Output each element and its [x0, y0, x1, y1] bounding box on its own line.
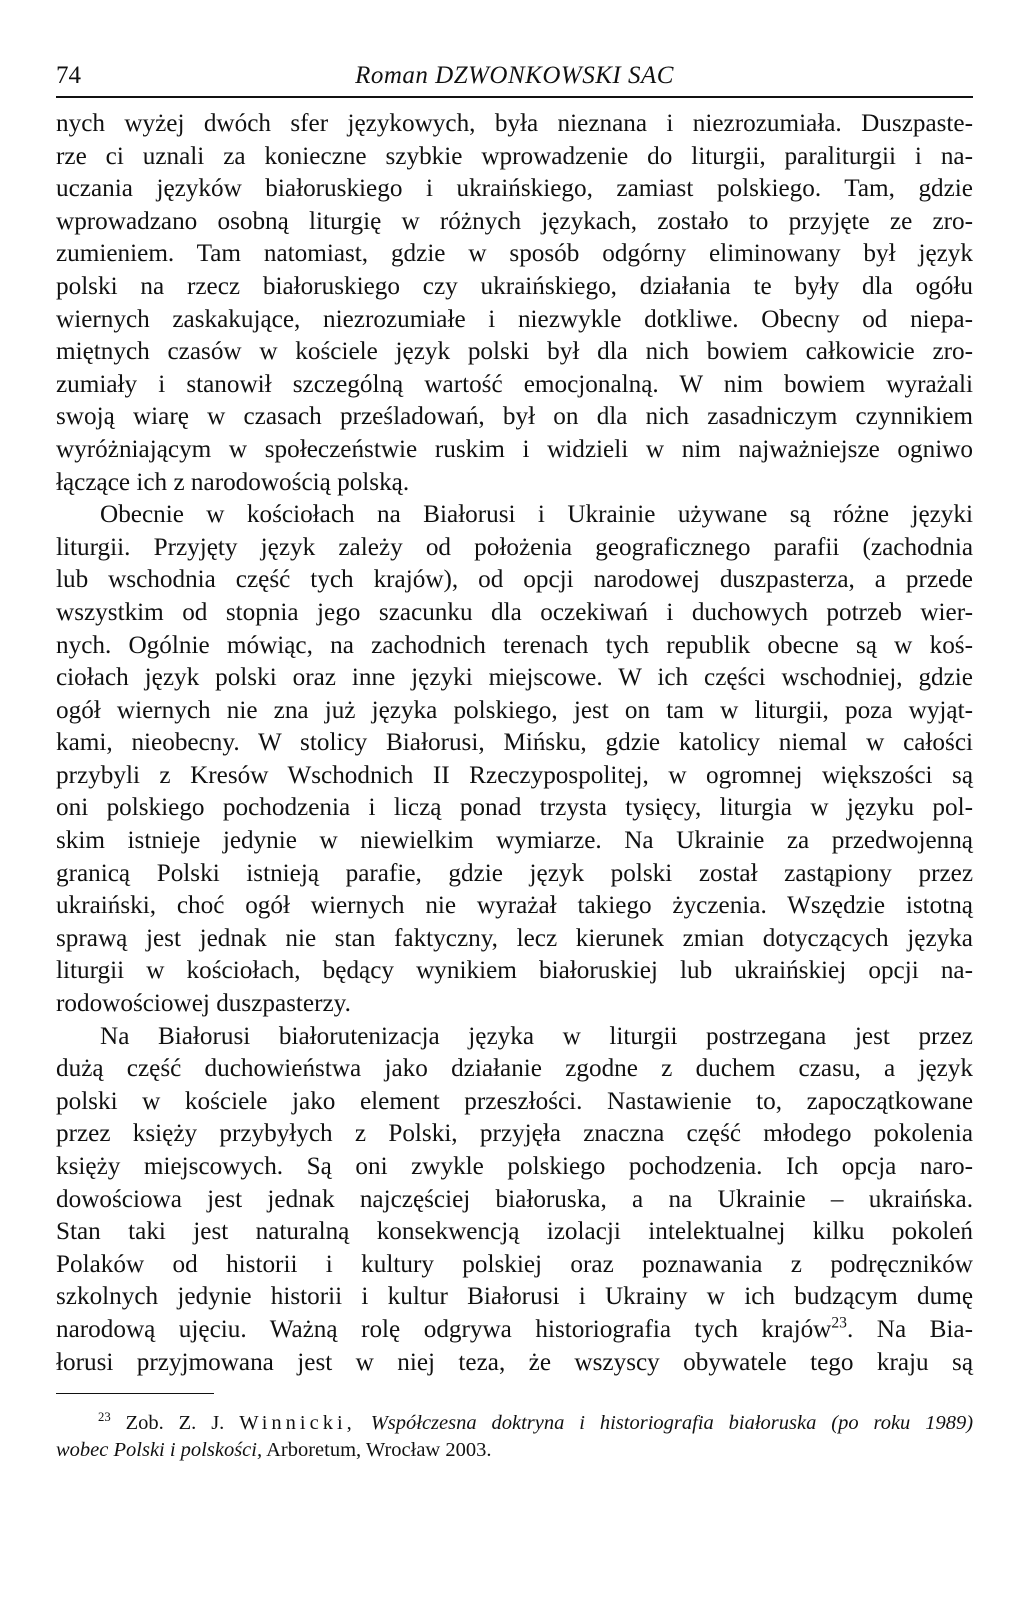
- text-line: uczania języków białoruskiego i ukraińskiego, zamiast polskiego. Tam, gdzie: [56, 175, 973, 203]
- text-line: szkolnych jedynie historii i kultur Białorusi i Ukrainy w ich budzącym dumę: [56, 1283, 973, 1311]
- text-line: dużą część duchowieństwa jako działanie zgodne z duchem czasu, a język: [56, 1055, 973, 1083]
- text-line: wiernych zaskakujące, niezrozumiałe i niezwykle dotkliwe. Obecny od niepa-: [56, 305, 973, 333]
- footnote-divider: [56, 1393, 214, 1394]
- text-line: swoją wiarę w czasach prześladowań, był on dla nich zasadniczym czynnikiem: [56, 403, 973, 431]
- running-title: Roman DZWONKOWSKI SAC: [355, 62, 674, 89]
- text-line: dowościowa jest jednak najczęściej białoruska, a na Ukrainie – ukraińska.: [56, 1185, 973, 1213]
- footnote-ref[interactable]: 23: [831, 1314, 847, 1332]
- text-line: ciołach język polski oraz inne języki miejscowe. W ich części wschodniej, gdzie: [56, 664, 973, 692]
- footnote-publisher: Arboretum, Wrocław 2003.: [262, 1439, 492, 1462]
- footnote-title: Współczesna doktryna i historiografia białoruska (po roku 1989): [370, 1412, 974, 1435]
- text-line: Polaków od historii i kultury polskiej oraz poznawania z podręczników: [56, 1250, 973, 1278]
- text-line: rodowościowej duszpasterzy.: [56, 990, 351, 1018]
- page-number: 74: [56, 62, 81, 89]
- text-line: nych wyżej dwóch sfer językowych, była nieznana i niezrozumiała. Duszpaste-: [56, 110, 973, 137]
- text-line: Stan taki jest naturalną konsekwencją izolacji intelektualnej kilku pokoleń: [56, 1218, 973, 1246]
- text-line: rze ci uznali za konieczne szybkie wprowadzenie do liturgii, paraliturgii i na-: [56, 142, 973, 170]
- text-line: przez księży przybyłych z Polski, przyjęła znaczna część młodego pokolenia: [56, 1120, 973, 1148]
- footnote-title-cont: wobec Polski i polskości,: [56, 1439, 263, 1462]
- text-line: przybyli z Kresów Wschodnich II Rzeczypospolitej, w ogromnej większości są: [56, 761, 973, 789]
- text-segment: . Na Bia-: [846, 1315, 973, 1343]
- text-line: łorusi przyjmowana jest w niej teza, że wszyscy obywatele tego kraju są: [56, 1348, 973, 1376]
- text-line: polski na rzecz białoruskiego czy ukraińskiego, działania te były dla ogółu: [56, 272, 973, 300]
- text-line: wprowadzano osobną liturgię w różnych językach, zostało to przyjęte ze zro-: [56, 207, 973, 235]
- footnote-line: [56, 1410, 973, 1437]
- paragraph-start-line: Na Białorusi białorutenizacja języka w liturgii postrzegana jest przez: [100, 1022, 973, 1050]
- text-line: sprawą jest jednak nie stan faktyczny, lecz kierunek zmian dotyczących języka: [56, 924, 973, 952]
- text-line: ogół wiernych nie zna już języka polskiego, jest on tam w liturgii, poza wyjąt-: [56, 696, 973, 724]
- text-line-with-footnote-ref: [56, 1314, 973, 1347]
- text-line: skim istnieje jedynie w niewielkim wymiarze. Na Ukrainie za przedwojenną: [56, 827, 973, 855]
- footnote: [56, 1410, 973, 1464]
- text-line: zumiały i stanowił szczególną wartość emocjonalną. W nim bowiem wyrażali: [56, 370, 973, 398]
- text-line: liturgii w kościołach, będący wynikiem białoruskiej lub ukraińskiej opcji na-: [56, 957, 973, 985]
- body-text: [56, 108, 973, 1379]
- text-line: nych. Ogólnie mówiąc, na zachodnich terenach tych republik obecne są w koś-: [56, 631, 973, 659]
- text-line: ukraiński, choć ogół wiernych nie wyrażał takiego życzenia. Wszędzie istotną: [56, 892, 973, 920]
- text-line: kami, nieobecny. W stolicy Białorusi, Mińsku, gdzie katolicy niemal w całości: [56, 729, 973, 757]
- text-line: wyróżniającym w społeczeństwie ruskim i widzieli w nim najważniejsze ogniwo: [56, 435, 973, 463]
- footnote-number: 23: [98, 1410, 111, 1425]
- text-line: zumieniem. Tam natomiast, gdzie w sposób odgórny eliminowany był język: [56, 240, 973, 268]
- running-head: [56, 60, 973, 98]
- text-line: lub wschodnia część tych krajów), od opcji narodowej duszpasterza, a przede: [56, 566, 973, 594]
- text-line: liturgii. Przyjęty język zależy od położenia geograficznego parafii (zachodnia: [56, 533, 973, 561]
- text-line: granicą Polski istnieją parafie, gdzie język polski został zastąpiony przez: [56, 859, 973, 887]
- footnote-line: [56, 1437, 973, 1464]
- text-line: oni polskiego pochodzenia i liczą ponad trzysta tysięcy, liturgia w języku pol-: [56, 794, 973, 822]
- footnote-author: Winnicki,: [239, 1412, 356, 1435]
- text-line: księży miejscowych. Są oni zwykle polskiego pochodzenia. Ich opcja naro-: [56, 1153, 973, 1180]
- text-line: miętnych czasów w kościele język polski był dla nich bowiem całkowicie zro-: [56, 338, 973, 366]
- text-line: łączące ich z narodowością polską.: [56, 468, 410, 496]
- paragraph-start-line: Obecnie w kościołach na Białorusi i Ukrainie używane są różne języki: [100, 501, 973, 529]
- text-segment: narodową ujęciu. Ważną rolę odgrywa historiografia tych krajów: [56, 1315, 832, 1343]
- page: [56, 60, 973, 1464]
- footnote-prefix: Zob. Z. J.: [125, 1412, 240, 1435]
- text-line: wszystkim od stopnia jego szacunku dla oczekiwań i duchowych potrzeb wier-: [56, 598, 973, 626]
- text-line: polski w kościele jako element przeszłości. Nastawienie to, zapoczątkowane: [56, 1087, 973, 1115]
